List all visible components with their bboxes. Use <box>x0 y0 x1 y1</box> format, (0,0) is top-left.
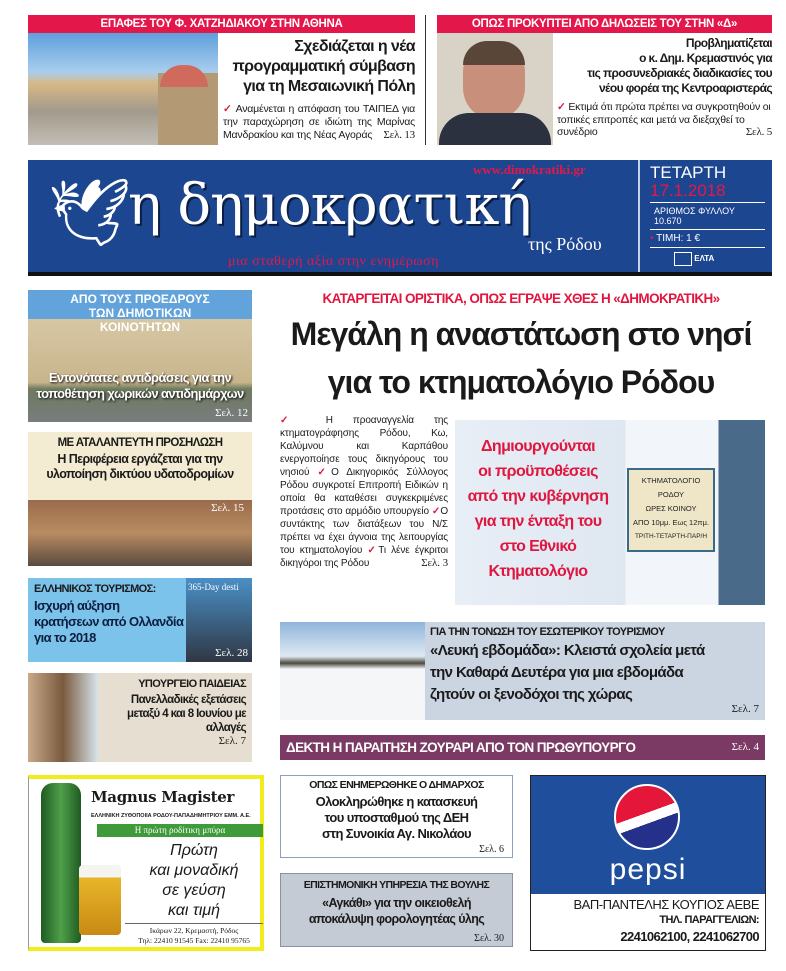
main-photo <box>455 420 765 605</box>
teaser-medieval-city[interactable] <box>28 15 415 145</box>
news-bar-zourari[interactable] <box>280 735 765 760</box>
teaser-kremastinos[interactable] <box>437 15 772 145</box>
headline: Η Περιφέρεια εργάζεται για την υλοποίηση δικτύου υδατοδρομίων <box>46 452 234 481</box>
website-link[interactable]: www.dimokratiki.gr <box>473 162 586 177</box>
headline-line: του υποσταθμού της ΔΕΗ <box>324 810 469 825</box>
price: ΤΙΜΗ: 1 € <box>656 233 701 244</box>
check-icon: ✓ <box>557 101 566 113</box>
snow-photo <box>280 622 425 720</box>
bullet: Η προαναγγελία της κτηματογράφησης Ρόδου, Κω, Καλύμνου και Καρπάθου ενεργοποίησε τους δικηγόρους του νησιού <box>280 415 449 478</box>
order-phones[interactable]: 2241062100, 2241062700 <box>620 929 759 944</box>
headline-line: ζητούν οι ξενοδόχοι της χώρας <box>430 686 633 703</box>
teaser-tourism[interactable] <box>28 578 252 662</box>
beer-mug-icon <box>79 865 121 935</box>
page-ref: Σελ. 15 <box>211 502 244 514</box>
kicker: ΑΠΟ ΤΟΥΣ ΠΡΟΕΔΡΟΥΣ ΤΩΝ ΔΗΜΟΤΙΚΩΝ ΚΟΙΝΟΤΗΤΩΝ <box>70 292 210 334</box>
masthead <box>28 160 772 276</box>
beer-bottle-icon <box>41 783 81 943</box>
slogan-line: σε γεύση <box>162 882 226 899</box>
sign-line: ΚΤΗΜΑΤΟΛΟΓΙΟ <box>641 476 701 485</box>
page-ref: Σελ. 30 <box>474 933 504 944</box>
kicker: ΕΠΙΣΤΗΜΟΝΙΚΗ ΥΠΗΡΕΣΙΑ ΤΗΣ ΒΟΥΛΗΣ <box>303 879 490 891</box>
kicker: ΟΠΩΣ ΠΡΟΚΥΠΤΕΙ ΑΠΟ ΔΗΛΩΣΕΙΣ ΤΟΥ ΣΤΗΝ «Δ» <box>437 15 772 33</box>
slogan: μια σταθερή αξία στην ενημέρωση <box>228 254 439 269</box>
headline-line: νέου φορέα της Κεντροαριστεράς <box>598 81 772 95</box>
sign-line: ΡΟΔΟΥ <box>657 490 685 499</box>
headline-line: «Αγκάθι» για την οικειοθελή <box>322 896 471 910</box>
weekday: ΤΕΤΑΡΤΗ <box>650 163 727 182</box>
bullet: Τι λένε έγκριτοι δικηγόροι της Ρόδου <box>280 545 448 569</box>
main-headline-line: για το κτηματολόγιο Ρόδου <box>327 364 715 400</box>
photo-text: 365-Day desti <box>188 582 239 592</box>
page-ref: Σελ. 12 <box>215 407 248 419</box>
divider <box>425 15 426 145</box>
page-ref: Σελ. 13 <box>383 129 415 141</box>
issue-number: 10.670 <box>650 216 765 230</box>
phones: Τηλ: 22410 91545 Fax: 22410 95765 <box>138 936 250 945</box>
teaser-parliament[interactable] <box>280 873 513 947</box>
body: Αναμένεται η απόφαση του ΤΑΙΠΕΔ για την παραχώρηση σε ιδιώτη της Μαρίνας Μανδρακίου και της Νέας Αγοράς <box>223 103 415 141</box>
kicker: ΟΠΩΣ ΕΝΗΜΕΡΩΘΗΚΕ Ο ΔΗΜΑΡΧΟΣ <box>309 779 484 791</box>
company: ΕΛΛΗΝΙΚΗ ΖΥΘΟΠΟΙΙΑ ΡΟΔΟΥ-ΠΑΠΑΔΗΜΗΤΡΙΟΥ ΕΜΜ. Α.Ε. <box>91 813 251 819</box>
ad-magnus-magister[interactable] <box>28 775 264 951</box>
main-body: ✓ Η προαναγγελία της κτηματογράφησης Ρόδου, Κω, Καλύμνου και Καρπάθου ενεργοποίησε τους δικηγόρους του νησιού ✓Ο Δικηγορικός Σύλλογος Ρόδου συγκροτεί Επιτροπή Ειδικών η οποία θα καταθέσει συγκεκριμένες προτάσεις στο αρμόδιο υπουργείο ✓Ο συντάκτης των διατάξεων του Ν/Σ πρέπει να έχει άγνοια της λειτουργίας του κτηματολογίου ✓Τι λένε έγκριτοι δικηγόροι της Ρόδου Σελ. 3 <box>280 415 449 569</box>
info-panel: ΤΕΤΑΡΤΗ 17.1.2018 ΑΡΙΘΜΟΣ ΦΥΛΛΟΥ 10.670 • ΤΙΜΗ: 1 € ΕΛΤΑ <box>638 160 772 272</box>
address: Ικάρων 22, Κρεμαστή, Ρόδος <box>149 926 239 935</box>
page-ref: Σελ. 3 <box>421 557 448 569</box>
page-ref: Σελ. 4 <box>731 741 759 753</box>
headline-line: Προβληματίζεται <box>685 36 772 50</box>
headline: Πανελλαδικές εξετάσεις μεταξύ 4 και 8 Ιουνίου με αλλαγές <box>127 694 246 734</box>
headline: Ισχυρή αύξηση κρατήσεων από Ολλανδία για το 2018 <box>34 598 184 645</box>
page-ref: Σελ. 7 <box>218 735 246 747</box>
portrait-photo <box>437 33 553 145</box>
newspaper-title: η δημοκρατική <box>128 173 531 238</box>
kicker: ΜΕ ΑΤΑΛΑΝΤΕΥΤΗ ΠΡΟΣΗΛΩΣΗ <box>57 437 223 449</box>
headline-line: «Λευκή εβδομάδα»: Κλειστά σχολεία μετά <box>430 642 705 659</box>
bullet: Ο συντάκτης των διατάξεων του Ν/Σ πρέπει να έχει άγνοια της λειτουργίας του κτηματολογίου <box>280 506 449 556</box>
sign-line: ΤΡΙΤΗ-ΤΕΤΑΡΤΗ-ΠΑΡ/Η <box>634 533 708 540</box>
subhead-line: από την κυβέρνηση <box>467 488 609 505</box>
subhead-line: οι προϋποθέσεις <box>478 463 598 480</box>
postage-box-icon <box>674 252 692 266</box>
tagline: Η πρώτη ροδίτικη μπύρα <box>97 824 263 837</box>
subhead-line: Δημιουργούνται <box>481 438 595 455</box>
subhead-line: στο Εθνικό <box>499 538 577 555</box>
dove-logo-icon: 🕊 <box>48 175 132 249</box>
cadastre-sign <box>627 468 715 552</box>
headline-line: στη Συνοικία Αγ. Νικολάου <box>321 826 472 841</box>
page-ref: Σελ. 28 <box>215 647 248 659</box>
check-icon: ✓ <box>223 103 233 115</box>
headline-line: για τη Μεσαιωνική Πόλη <box>243 78 415 95</box>
headline-line: προγραμματική σύμβαση <box>232 58 415 75</box>
slogan-line: Πρώτη <box>170 842 218 859</box>
teaser-waterdromes[interactable] <box>28 432 252 566</box>
headline-line: αποκάλυψη φορολογητέας ύλης <box>308 912 485 926</box>
subhead-line: για την ένταξη του <box>474 513 602 530</box>
slogan-line: και μοναδική <box>149 862 239 879</box>
body: Εκτιμά ότι πρώτα πρέπει να συγκροτηθούν οι τοπικές επιτροπές και μετά να διεξαχθεί το συνέδριο <box>557 101 771 138</box>
phone-label: ΤΗΛ. ΠΑΡΑΓΓΕΛΙΩΝ: <box>659 914 759 926</box>
teaser-white-week[interactable] <box>280 622 765 720</box>
old-town-photo <box>28 33 218 145</box>
page-ref: Σελ. 6 <box>479 844 504 855</box>
kicker: ΓΙΑ ΤΗΝ ΤΟΝΩΣΗ ΤΟΥ ΕΣΩΤΕΡΙΚΟΥ ΤΟΥΡΙΣΜΟΥ <box>430 626 665 638</box>
pepsi-globe-icon <box>614 784 680 850</box>
bullet: Ο Δικηγορικός Σύλλογος Ρόδου συγκροτεί Επιτροπή Ειδικών η οποία θα καταθέσει συγκεκριμένες προτάσεις στο αρμόδιο υπουργείο <box>280 467 449 517</box>
page-ref: Σελ. 7 <box>731 703 759 715</box>
newspaper-subtitle: της Ρόδου <box>528 234 602 254</box>
sign-line: ΑΠΟ 10μμ. Εως 12πμ. <box>633 518 709 527</box>
brand-logo: Magnus Magister <box>91 788 235 806</box>
teaser-exams[interactable] <box>28 673 252 762</box>
issue-label: ΑΡΙΘΜΟΣ ΦΥΛΛΟΥ <box>654 206 735 216</box>
teaser-municipal[interactable] <box>28 290 252 422</box>
elta-logo: ΕΛΤΑ <box>694 254 715 264</box>
kicker: ΕΠΑΦΕΣ ΤΟΥ Φ. ΧΑΤΖΗΔΙΑΚΟΥ ΣΤΗΝ ΑΘΗΝΑ <box>28 15 415 33</box>
subhead-line: Κτηματολόγιο <box>488 563 588 580</box>
headline-line: Σχεδιάζεται η νέα <box>294 38 415 55</box>
company: ΒΑΠ-ΠΑΝΤΕΛΗΣ ΚΟΥΓΙΟΣ ΑΕΒΕ <box>573 897 759 912</box>
headline-line: τις προσυνεδριακές διαδικασίες του <box>587 66 772 80</box>
page-ref: Σελ. 5 <box>745 126 772 138</box>
kicker: ΥΠΟΥΡΓΕΙΟ ΠΑΙΔΕΙΑΣ <box>138 678 246 690</box>
headline: Εντονότατες αντιδράσεις για την τοποθέτηση χωρικών αντιδημάρχων <box>36 370 244 401</box>
slogan-line: και τιμή <box>167 902 221 919</box>
headline-line: ο κ. Δημ. Κρεμαστινός για <box>639 51 772 65</box>
headline-line: την Καθαρά Δευτέρα για μια εβδομάδα <box>430 664 684 681</box>
issue-date: 17.1.2018 <box>650 182 765 203</box>
student-photo <box>28 673 98 762</box>
main-headline-line: Μεγάλη η αναστάτωση στο νησί <box>290 316 752 352</box>
headline-line: Ολοκληρώθηκε η κατασκευή <box>315 794 478 809</box>
kicker: ΕΛΛΗΝΙΚΟΣ ΤΟΥΡΙΣΜΟΣ: <box>34 583 156 595</box>
main-kicker: ΚΑΤΑΡΓΕΙΤΑΙ ΟΡΙΣΤΙΚΑ, ΟΠΩΣ ΕΓΡΑΨΕ ΧΘΕΣ Η «ΔΗΜΟΚΡΑΤΙΚΗ» <box>322 291 720 306</box>
bar-text: ΔΕΚΤΗ Η ΠΑΡΑΙΤΗΣΗ ΖΟΥΡΑΡΙ ΑΠΟ ΤΟΝ ΠΡΩΘΥΠΟΥΡΓΟ <box>286 740 636 755</box>
teaser-dei[interactable] <box>280 775 513 858</box>
sign-line: ΩΡΕΣ ΚΟΙΝΟΥ <box>645 504 697 513</box>
pepsi-wordmark: pepsi <box>609 853 687 886</box>
ad-pepsi[interactable] <box>530 775 766 951</box>
